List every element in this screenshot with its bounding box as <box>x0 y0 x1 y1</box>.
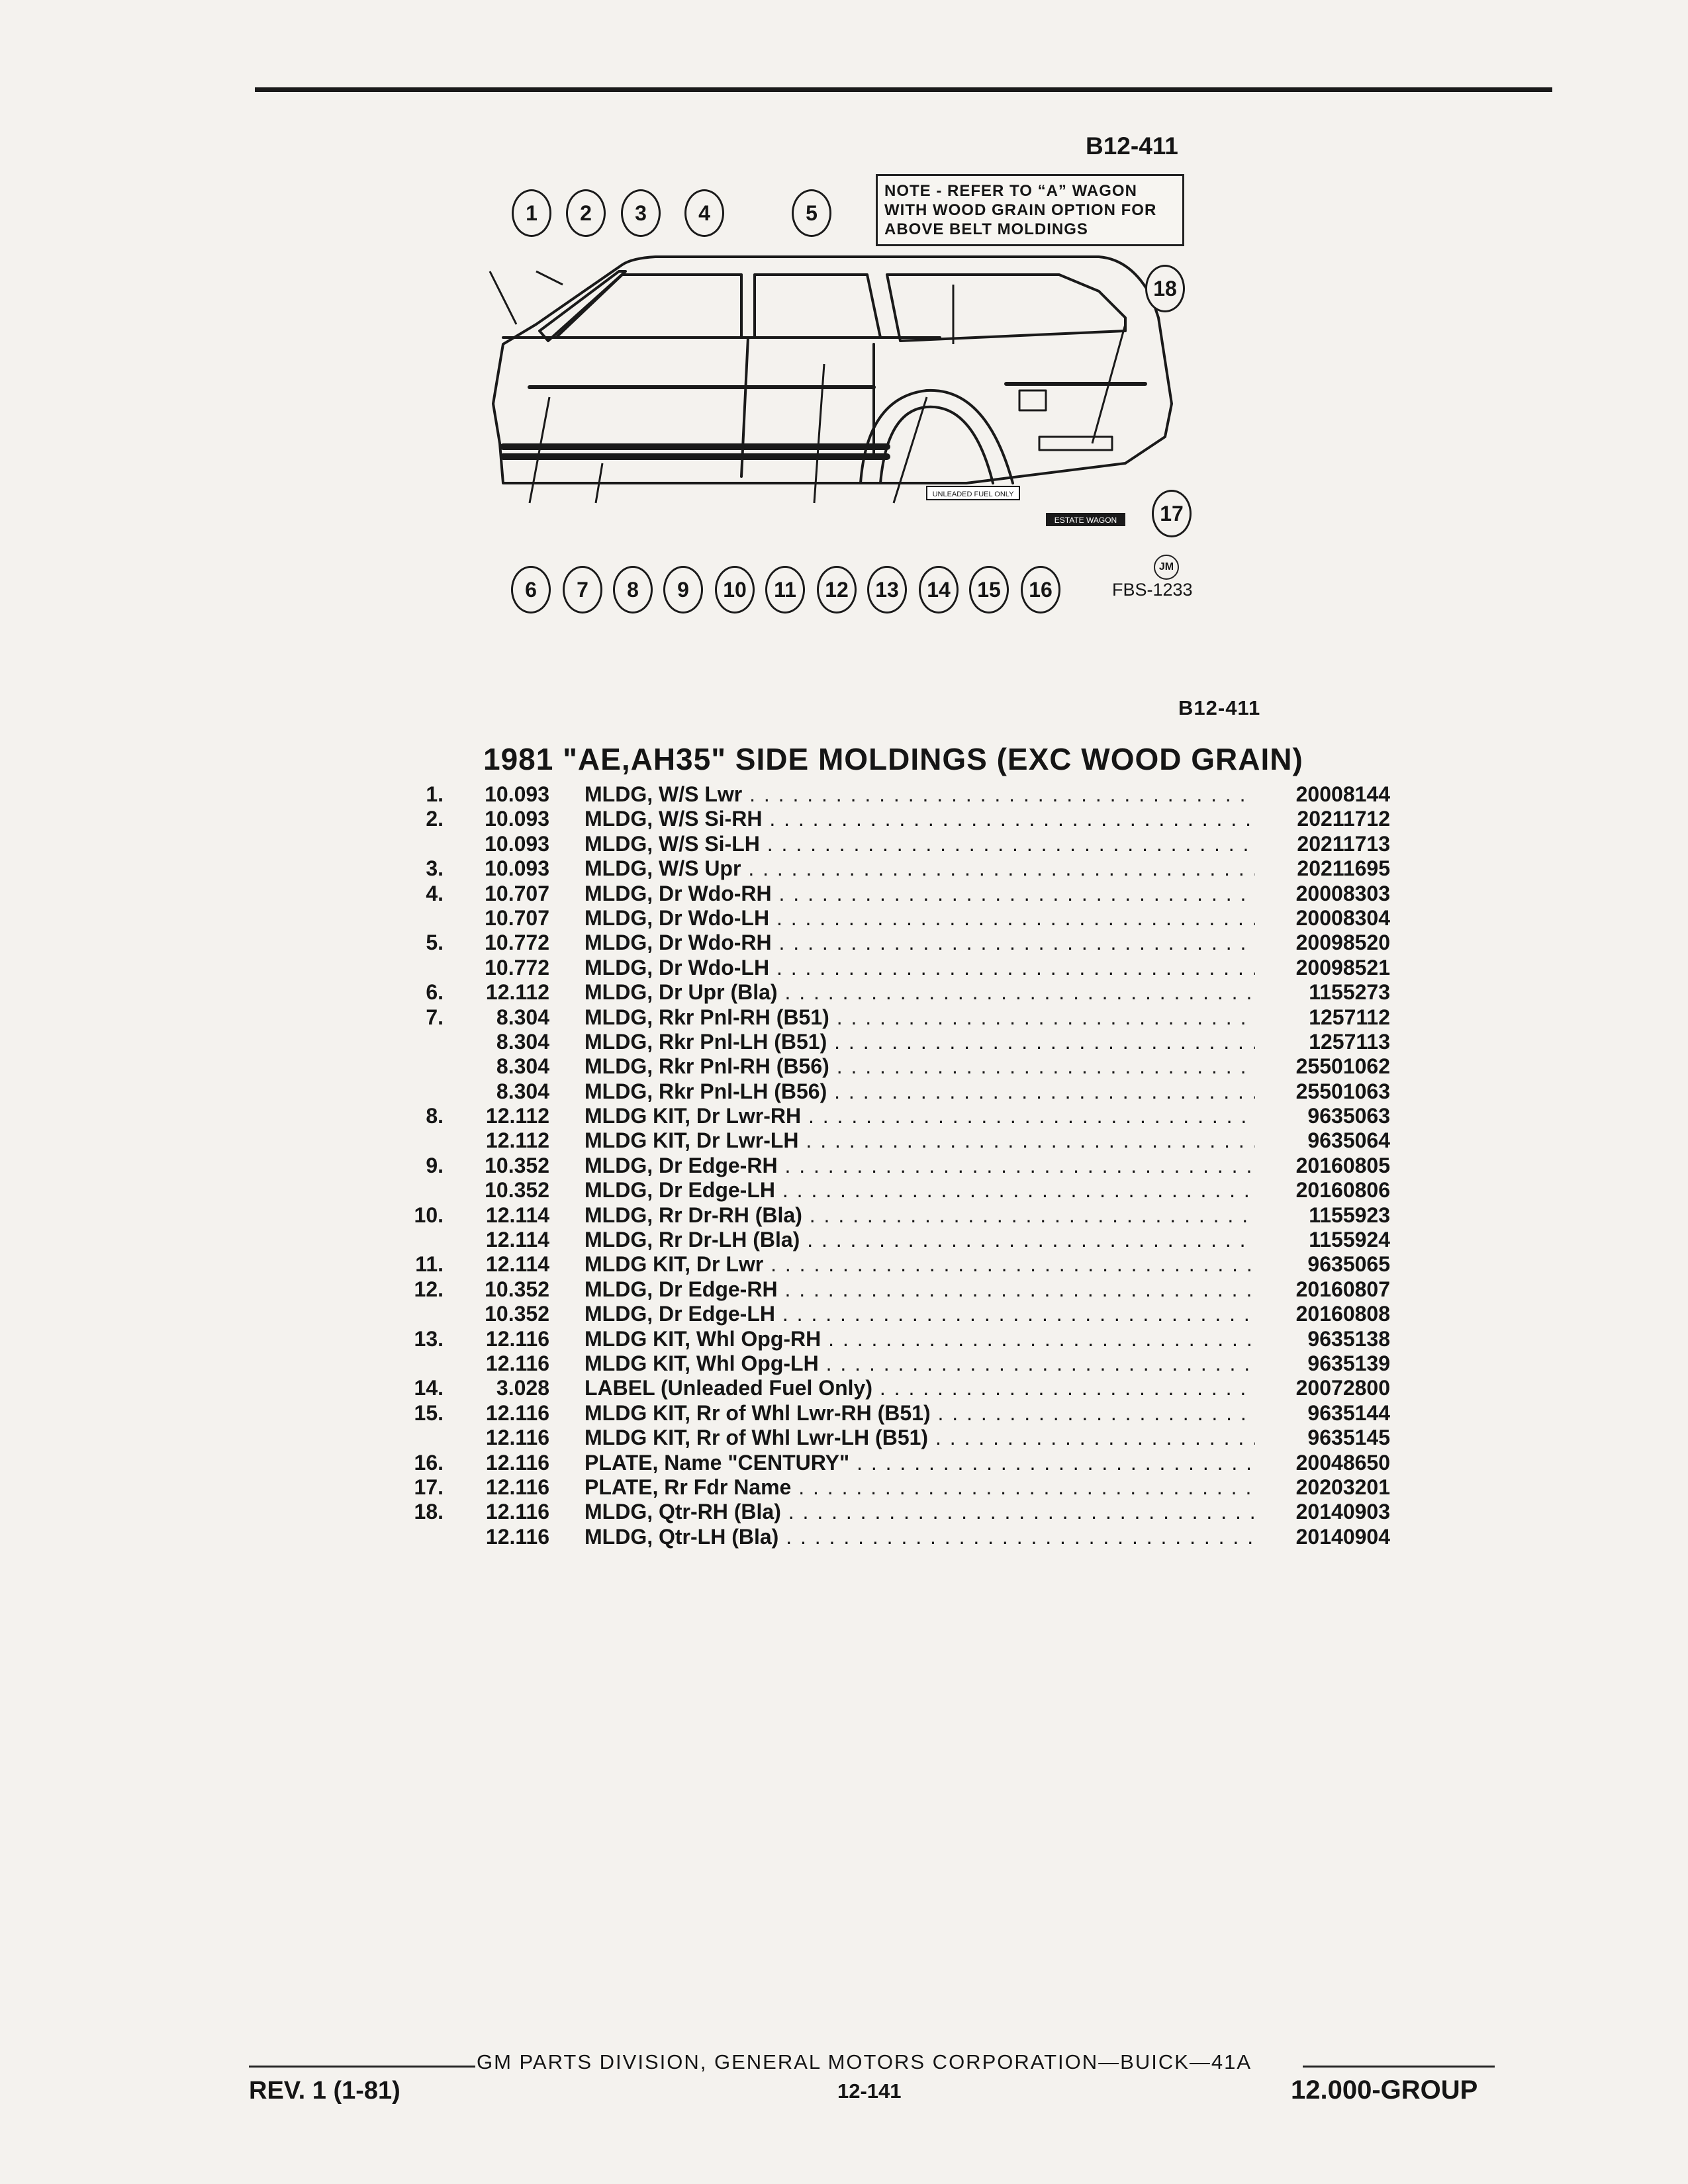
parts-row <box>397 1203 1390 1228</box>
group-number: 10.093 <box>485 856 549 881</box>
part-description: MLDG, Rkr Pnl-LH (B56) . . . <box>585 1079 1366 1104</box>
group-number: 12.116 <box>485 1400 549 1425</box>
parts-row <box>397 1079 1390 1104</box>
parts-row <box>397 1252 1390 1277</box>
group-number: 10.093 <box>485 807 549 831</box>
part-description: MLDG, Qtr-LH (Bla) . . . <box>585 1525 1366 1549</box>
part-description: MLDG KIT, Rr of Whl Lwr-RH (B51) . . . <box>585 1401 1366 1426</box>
item-number: 1. <box>426 782 444 806</box>
part-description: MLDG, Dr Edge-LH . . . <box>585 1302 1366 1326</box>
callout-6: 6 <box>511 566 551 614</box>
part-description: MLDG, Rr Dr-LH (Bla) . . . <box>585 1228 1366 1252</box>
parts-row <box>397 1426 1390 1450</box>
part-number: 20008303 <box>1255 882 1390 906</box>
part-description: MLDG, Rkr Pnl-RH (B56) . . . <box>585 1054 1366 1079</box>
part-description: MLDG KIT, Dr Lwr-LH . . . <box>585 1128 1366 1153</box>
part-description: MLDG, Rr Dr-RH (Bla) . . . <box>585 1203 1366 1228</box>
part-number: 1257112 <box>1255 1005 1390 1030</box>
footer-page-number: 12-141 <box>837 2079 902 2103</box>
front-door-window <box>556 275 741 338</box>
parts-row <box>397 1500 1390 1524</box>
part-description: MLDG, Dr Edge-RH . . . <box>585 1277 1366 1302</box>
part-description: MLDG, W/S Upr . . . <box>585 856 1366 881</box>
group-number: 12.112 <box>485 980 549 1005</box>
callout-10: 10 <box>715 566 755 614</box>
item-number: 13. <box>414 1326 444 1351</box>
parts-row <box>397 832 1390 856</box>
callout-13: 13 <box>867 566 907 614</box>
item-number: 17. <box>414 1475 444 1499</box>
part-number: 1155273 <box>1255 980 1390 1005</box>
diagram-note: NOTE - REFER TO “A” WAGON WITH WOOD GRAIN OPTION FOR ABOVE BELT MOLDINGS <box>876 174 1184 246</box>
part-description: LABEL (Unleaded Fuel Only) . . . <box>585 1376 1366 1400</box>
item-number: 12. <box>414 1277 444 1301</box>
parts-row <box>397 807 1390 831</box>
parts-row <box>397 1104 1390 1128</box>
group-number: 10.707 <box>485 881 549 905</box>
part-number: 20008304 <box>1255 906 1390 931</box>
callout-9: 9 <box>663 566 703 614</box>
parts-row <box>397 956 1390 980</box>
station-wagon-diagram <box>463 245 1192 536</box>
group-number: 8.304 <box>496 1054 549 1079</box>
part-description: MLDG, Dr Edge-RH . . . <box>585 1154 1366 1178</box>
callout-12: 12 <box>817 566 857 614</box>
part-number: 20008144 <box>1255 782 1390 807</box>
item-number: 16. <box>414 1450 444 1475</box>
callout-4: 4 <box>684 189 724 237</box>
part-number: 20072800 <box>1255 1376 1390 1400</box>
group-number: 12.112 <box>485 1128 549 1153</box>
part-number: 1155924 <box>1255 1228 1390 1252</box>
part-description: MLDG, Rkr Pnl-LH (B51) . . . <box>585 1030 1366 1054</box>
part-number: 20211695 <box>1255 856 1390 881</box>
part-description: PLATE, Name "CENTURY" . . . <box>585 1451 1366 1475</box>
group-number: 8.304 <box>496 1079 549 1103</box>
footer-group: 12.000-GROUP <box>1291 2075 1478 2105</box>
item-number: 5. <box>426 931 444 955</box>
part-description: MLDG KIT, Whl Opg-LH . . . <box>585 1351 1366 1376</box>
group-number: 10.707 <box>485 905 549 930</box>
parts-row <box>397 931 1390 955</box>
item-number: 6. <box>426 980 444 1005</box>
top-rule <box>255 87 1552 92</box>
part-number: 25501063 <box>1255 1079 1390 1104</box>
part-number: 1155923 <box>1255 1203 1390 1228</box>
group-number: 10.352 <box>485 1153 549 1177</box>
footer-rule-right <box>1303 2066 1495 2068</box>
callout-15: 15 <box>969 566 1009 614</box>
parts-row <box>397 1475 1390 1500</box>
part-description: MLDG, W/S Si-LH . . . <box>585 832 1366 856</box>
figure-code: B12-411 <box>1086 132 1178 159</box>
parts-row <box>397 1277 1390 1302</box>
item-number: 4. <box>426 881 444 905</box>
item-number: 8. <box>426 1104 444 1128</box>
group-number: 10.093 <box>485 782 549 806</box>
group-number: 12.114 <box>485 1203 549 1227</box>
part-description: MLDG, Dr Edge-LH . . . <box>585 1178 1366 1203</box>
part-description: MLDG, Dr Upr (Bla) . . . <box>585 980 1366 1005</box>
group-number: 12.114 <box>485 1252 549 1277</box>
callout-16: 16 <box>1021 566 1060 614</box>
jm-mark: JM <box>1154 555 1179 580</box>
part-number: 9635065 <box>1255 1252 1390 1277</box>
callout-14: 14 <box>919 566 959 614</box>
rear-door-window <box>755 275 880 338</box>
windshield <box>539 271 626 341</box>
callout-11: 11 <box>765 566 805 614</box>
part-number: 20203201 <box>1255 1475 1390 1500</box>
parts-row <box>397 1154 1390 1178</box>
part-description: PLATE, Rr Fdr Name . . . <box>585 1475 1366 1500</box>
callout-2: 2 <box>566 189 606 237</box>
parts-row <box>397 1128 1390 1153</box>
group-number: 12.114 <box>485 1228 549 1252</box>
part-number: 9635064 <box>1255 1128 1390 1153</box>
parts-row <box>397 1302 1390 1326</box>
parts-row <box>397 1054 1390 1079</box>
part-description: MLDG, Dr Wdo-RH . . . <box>585 931 1366 955</box>
group-number: 3.028 <box>496 1376 549 1400</box>
callout-7: 7 <box>563 566 602 614</box>
parts-row <box>397 1451 1390 1475</box>
section-code: B12-411 <box>1178 696 1261 719</box>
footer-revision: REV. 1 (1-81) <box>249 2077 400 2105</box>
item-number: 10. <box>414 1203 444 1227</box>
group-number: 12.116 <box>485 1500 549 1524</box>
part-description: MLDG, W/S Lwr . . . <box>585 782 1366 807</box>
part-description: MLDG, W/S Si-RH . . . <box>585 807 1366 831</box>
footer-rule-left <box>249 2066 475 2068</box>
callout-17: 17 <box>1152 490 1192 537</box>
part-number: 20160805 <box>1255 1154 1390 1178</box>
item-number: 18. <box>414 1500 444 1524</box>
part-number: 20140903 <box>1255 1500 1390 1524</box>
part-number: 20160806 <box>1255 1178 1390 1203</box>
group-number: 12.116 <box>485 1450 549 1475</box>
part-description: MLDG KIT, Rr of Whl Lwr-LH (B51) . . . <box>585 1426 1366 1450</box>
group-number: 12.116 <box>485 1426 549 1450</box>
figure-reference: FBS-1233 <box>1112 580 1193 600</box>
part-number: 20160808 <box>1255 1302 1390 1326</box>
item-number: 9. <box>426 1153 444 1177</box>
item-number: 7. <box>426 1005 444 1029</box>
group-number: 8.304 <box>496 1029 549 1054</box>
parts-row <box>397 1030 1390 1054</box>
parts-list <box>397 782 1390 1549</box>
callout-8: 8 <box>613 566 653 614</box>
parts-row <box>397 980 1390 1005</box>
parts-row <box>397 906 1390 931</box>
group-number: 10.352 <box>485 1277 549 1301</box>
parts-row <box>397 782 1390 807</box>
part-description: MLDG, Qtr-RH (Bla) . . . <box>585 1500 1366 1524</box>
svg-text:UNLEADED FUEL ONLY: UNLEADED FUEL ONLY <box>932 490 1014 498</box>
part-description: MLDG, Dr Wdo-LH . . . <box>585 906 1366 931</box>
part-number: 20160807 <box>1255 1277 1390 1302</box>
part-description: MLDG, Dr Wdo-LH . . . <box>585 956 1366 980</box>
part-description: MLDG, Dr Wdo-RH . . . <box>585 882 1366 906</box>
callout-1: 1 <box>512 189 551 237</box>
part-number: 9635063 <box>1255 1104 1390 1128</box>
svg-text:ESTATE WAGON: ESTATE WAGON <box>1054 516 1117 525</box>
callout-18: 18 <box>1145 265 1185 312</box>
item-number: 11. <box>415 1252 444 1277</box>
parts-row <box>397 1525 1390 1549</box>
group-number: 10.772 <box>485 931 549 955</box>
group-number: 10.352 <box>485 1302 549 1326</box>
part-number: 9635139 <box>1255 1351 1390 1376</box>
parts-row <box>397 1005 1390 1030</box>
item-number: 14. <box>414 1376 444 1400</box>
group-number: 10.093 <box>485 831 549 856</box>
footer-corporation: GM PARTS DIVISION, GENERAL MOTORS CORPORATION—BUICK—41A <box>477 2050 1252 2073</box>
parts-row <box>397 1376 1390 1400</box>
group-number: 10.352 <box>485 1178 549 1203</box>
group-number: 12.112 <box>485 1104 549 1128</box>
part-description: MLDG KIT, Whl Opg-RH . . . <box>585 1327 1366 1351</box>
group-number: 12.116 <box>485 1351 549 1375</box>
part-description: MLDG, Rkr Pnl-RH (B51) . . . <box>585 1005 1366 1030</box>
group-number: 12.116 <box>485 1524 549 1549</box>
part-number: 9635145 <box>1255 1426 1390 1450</box>
section-title: 1981 "AE,AH35" SIDE MOLDINGS (EXC WOOD GRAIN) <box>483 742 1303 776</box>
part-number: 20211713 <box>1255 832 1390 856</box>
parts-row <box>397 1228 1390 1252</box>
item-number: 2. <box>426 807 444 831</box>
item-number: 3. <box>426 856 444 881</box>
parts-row <box>397 1351 1390 1376</box>
parts-row <box>397 882 1390 906</box>
quarter-window <box>887 275 1125 341</box>
parts-row <box>397 1178 1390 1203</box>
part-description: MLDG KIT, Dr Lwr-RH . . . <box>585 1104 1366 1128</box>
parts-row <box>397 856 1390 881</box>
part-number: 20048650 <box>1255 1451 1390 1475</box>
part-number: 9635144 <box>1255 1401 1390 1426</box>
part-number: 20098520 <box>1255 931 1390 955</box>
part-number: 20098521 <box>1255 956 1390 980</box>
item-number: 15. <box>414 1400 444 1425</box>
part-number: 25501062 <box>1255 1054 1390 1079</box>
part-number: 20140904 <box>1255 1525 1390 1549</box>
part-number: 1257113 <box>1255 1030 1390 1054</box>
group-number: 8.304 <box>496 1005 549 1029</box>
group-number: 10.772 <box>485 955 549 979</box>
callout-3: 3 <box>621 189 661 237</box>
part-number: 9635138 <box>1255 1327 1390 1351</box>
part-number: 20211712 <box>1255 807 1390 831</box>
group-number: 12.116 <box>485 1326 549 1351</box>
callout-5: 5 <box>792 189 831 237</box>
parts-row <box>397 1327 1390 1351</box>
parts-row <box>397 1401 1390 1426</box>
part-description: MLDG KIT, Dr Lwr . . . <box>585 1252 1366 1277</box>
group-number: 12.116 <box>485 1475 549 1499</box>
